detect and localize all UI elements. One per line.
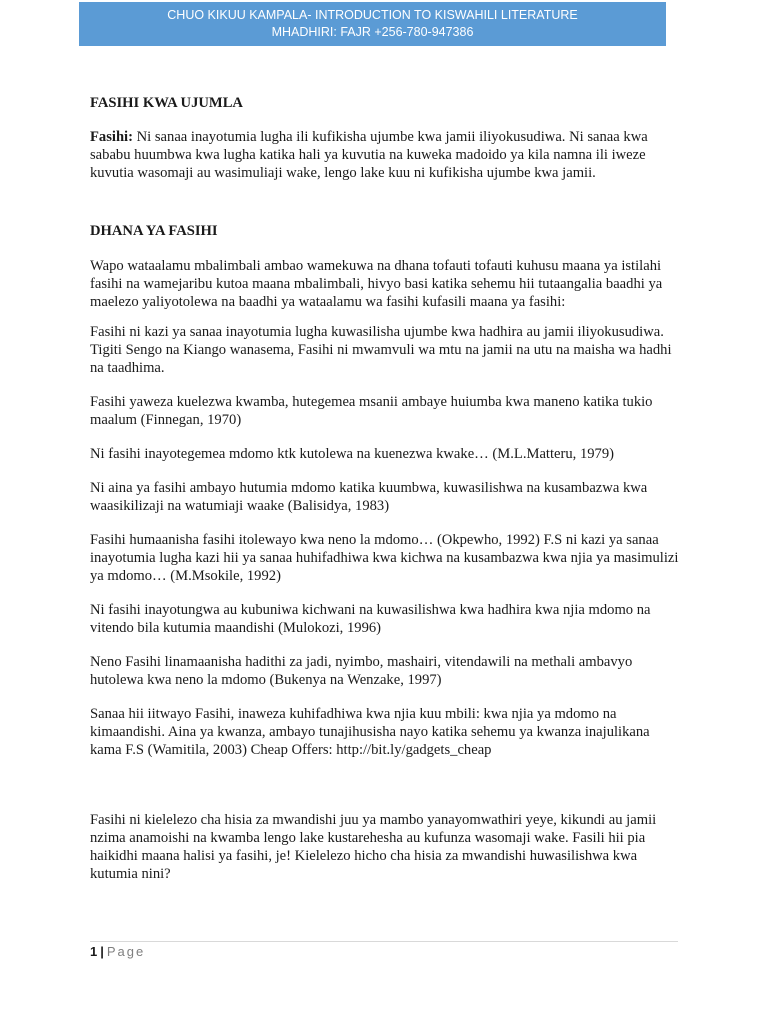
paragraph-intro: Wapo wataalamu mbalimbali ambao wamekuwa na dhana tofauti tofauti kuhusu maana ya istilahi fasihi na wamejaribu kutoa maana mbalimbali, hivyo basi katika sehemu hii tutaangalia baadhi ya maelezo yaliyotolewa na baadhi ya wataalamu wa fasihi kufasili maana ya fasihi: xyxy=(90,258,663,310)
header-course-title: CHUO KIKUU KAMPALA- INTRODUCTION TO KISWAHILI LITERATURE xyxy=(167,8,578,22)
document-body xyxy=(90,94,680,883)
paragraph-balisidya: Ni aina ya fasihi ambayo hutumia mdomo katika kuumbwa, kuwasilishwa na kusambazwa kwa waasikilizaji na watumiaji waake (Balisidya, 1983) xyxy=(90,480,648,514)
paragraph-mulokozi: Ni fasihi inayotungwa au kubuniwa kichwani na kuwasilishwa kwa hadhira kwa njia mdomo na vitendo bila kutumia maandishi (Mulokozi, 1996) xyxy=(90,602,651,636)
paragraph-definition-1: Fasihi ni kazi ya sanaa inayotumia lugha kuwasilisha ujumbe kwa hadhira au jamii iliyokusudiwa. xyxy=(90,324,664,340)
definition-text: Ni sanaa inayotumia lugha ili kufikisha ujumbe kwa jamii iliyokusudiwa. Ni sanaa kwa sababu huumbwa kwa lugha katika hali ya kuvutia na kuweka madoido ya kila namna ili iweze kuvutia wasomaji au wasimuliaji wake, lengo lake kuu ni kufikisha ujumbe kwa jamii. xyxy=(90,129,648,181)
header-banner xyxy=(79,2,666,46)
page-separator: | xyxy=(100,944,104,959)
definition-paragraph xyxy=(90,128,680,182)
page-footer xyxy=(90,944,145,960)
paragraph-tigiti-sengo: Tigiti Sengo na Kiango wanasema, Fasihi ni mwamvuli wa mtu na jamii na utu na maisha wa hadhi na taadhima. xyxy=(90,342,672,376)
heading-fasihi-kwa-ujumla: FASIHI KWA UJUMLA xyxy=(90,95,243,111)
paragraph-kielelezo: Fasihi ni kielelezo cha hisia za mwandishi juu ya mambo yanayomwathiri yeye, kikundi au jamii nzima anamoishi na kwamba lengo lake kustarehesha au kufunza wasomaji wake. Fasili hii pia haikidhi maana halisi ya fasihi, je! Kielelezo hicho cha hisia za mwandishi huwasilishwa kwa kutumia nini? xyxy=(90,812,657,882)
header-lecturer: MHADHIRI: FAJR +256-780-947386 xyxy=(271,25,474,39)
paragraph-bukenya: Neno Fasihi linamaanisha hadithi za jadi, nyimbo, mashairi, vitendawili na methali ambavyo hutolewa kwa neno la mdomo (Bukenya na Wenzake, 1997) xyxy=(90,654,633,688)
page-number: 1 xyxy=(90,944,98,959)
page-label: Page xyxy=(106,944,146,959)
paragraph-finnegan: Fasihi yaweza kuelezwa kwamba, hutegemea msanii ambaye huiumba kwa maneno katika tukio maalum (Finnegan, 1970) xyxy=(90,394,653,428)
paragraph-okpewho: Fasihi humaanisha fasihi itolewayo kwa neno la mdomo… (Okpewho, 1992) F.S ni kazi ya sanaa inayotumia lugha kazi hii ya sanaa huhifadhiwa kwa kichwa na kusambazwa kwa njia ya masimulizi ya mdomo… (M.Msokile, 1992) xyxy=(90,532,679,584)
paragraph-matteru: Ni fasihi inayotegemea mdomo ktk kutolewa na kuenezwa kwake… (M.L.Matteru, 1979) xyxy=(90,446,615,462)
heading-dhana-ya-fasihi: DHANA YA FASIHI xyxy=(90,223,218,239)
definition-term: Fasihi: xyxy=(90,129,133,145)
paragraph-wamitila: Sanaa hii iitwayo Fasihi, inaweza kuhifadhiwa kwa njia kuu mbili: kwa njia ya mdomo na kimaandishi. Aina ya kwanza, ambayo tunajihusisha nayo katika sehemu ya kwanza inajulikana kama F.S (Wamitila, 2003) Cheap Offers: http://bit.ly/gadgets_cheap xyxy=(90,706,650,758)
footer-divider xyxy=(90,941,678,942)
